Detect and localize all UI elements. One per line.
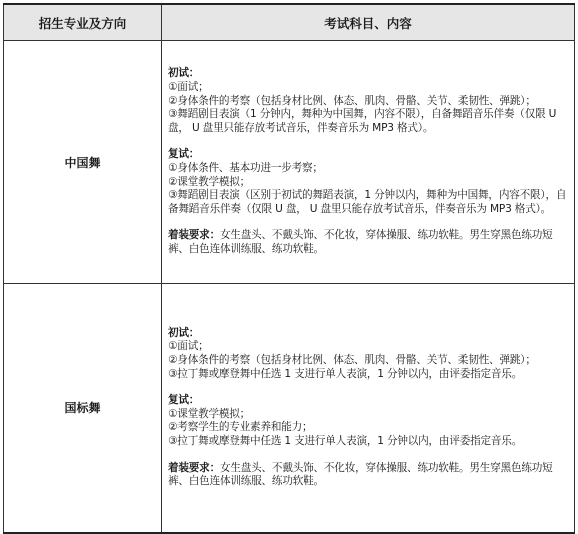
list-item: ③拉丁舞或摩登舞中任选 1 支进行单人表演，1 分钟以内，由评委指定音乐。 [168,367,523,380]
attire-section [168,462,570,489]
list-item: ③舞蹈剧目表演（1 分钟内，舞种为中国舞，内容不限），自备舞蹈音乐伴奏（仅限 U 盘， U 盘里只能存放考试音乐，伴奏音乐为 MP3 格式）。 [168,108,557,134]
table-header-row [4,4,575,41]
exam-content-cell [162,41,575,284]
section-title: 初试： [168,67,200,80]
list-item: ①面试； [168,81,209,94]
attire-text: 女生盘头、不戴头饰、不化妆，穿体操服、练功软鞋。男生穿黑色练功短裤、白色连体训练服、练功软鞋。 [168,229,553,255]
major-name: 国标舞 [4,284,162,533]
exam-content-cell [162,284,575,533]
attire-text: 女生盘头、不戴头饰、不化妆，穿体操服、练功软鞋。男生穿黑色练功短裤、白色连体训练服、练功软鞋。 [168,461,553,488]
list-item: ③拉丁舞或摩登舞中任选 1 支进行单人表演，1 分钟以内，由评委指定音乐。 [168,434,523,447]
list-item: ③舞蹈剧目表演（区别于初试的舞蹈表演，1 分钟以内，舞种为中国舞，内容不限），自备舞蹈音乐伴奏（仅限 U 盘， U 盘里只能存放考试音乐，伴奏音乐为 MP3 格式）。 [168,189,567,215]
attire-section [168,229,570,256]
admissions-table [3,3,575,534]
retest-section [168,394,570,448]
list-item: ②课堂教学模拟； [168,175,251,188]
table-row-chinese-dance [4,41,575,284]
list-item: ①身体条件、基本功进一步考察； [168,162,323,174]
section-title: 复试： [168,148,200,161]
section-title: 初试： [168,326,200,339]
table-row-ballroom-dance [4,284,575,533]
list-item: ①面试； [168,340,209,353]
header-major-direction: 招生专业及方向 [4,4,162,41]
list-item: ②考察学生的专业素养和能力； [168,421,313,434]
initial-exam-section [168,67,570,135]
list-item: ①课堂教学模拟； [168,407,251,420]
list-item: ②身体条件的考察（包括身材比例、体态、肌肉、骨骼、关节、柔韧性、弹跳）； [168,94,536,107]
header-exam-content: 考试科目、内容 [162,4,575,41]
section-title: 复试： [168,394,200,407]
list-item: ②身体条件的考察（包括身材比例、体态、肌肉、骨骼、关节、柔韧性、弹跳）； [168,353,536,366]
retest-section [168,148,570,216]
attire-title: 着装要求： [168,229,220,242]
initial-exam-section [168,327,570,381]
attire-title: 着装要求： [168,461,220,474]
major-name: 中国舞 [4,41,162,284]
